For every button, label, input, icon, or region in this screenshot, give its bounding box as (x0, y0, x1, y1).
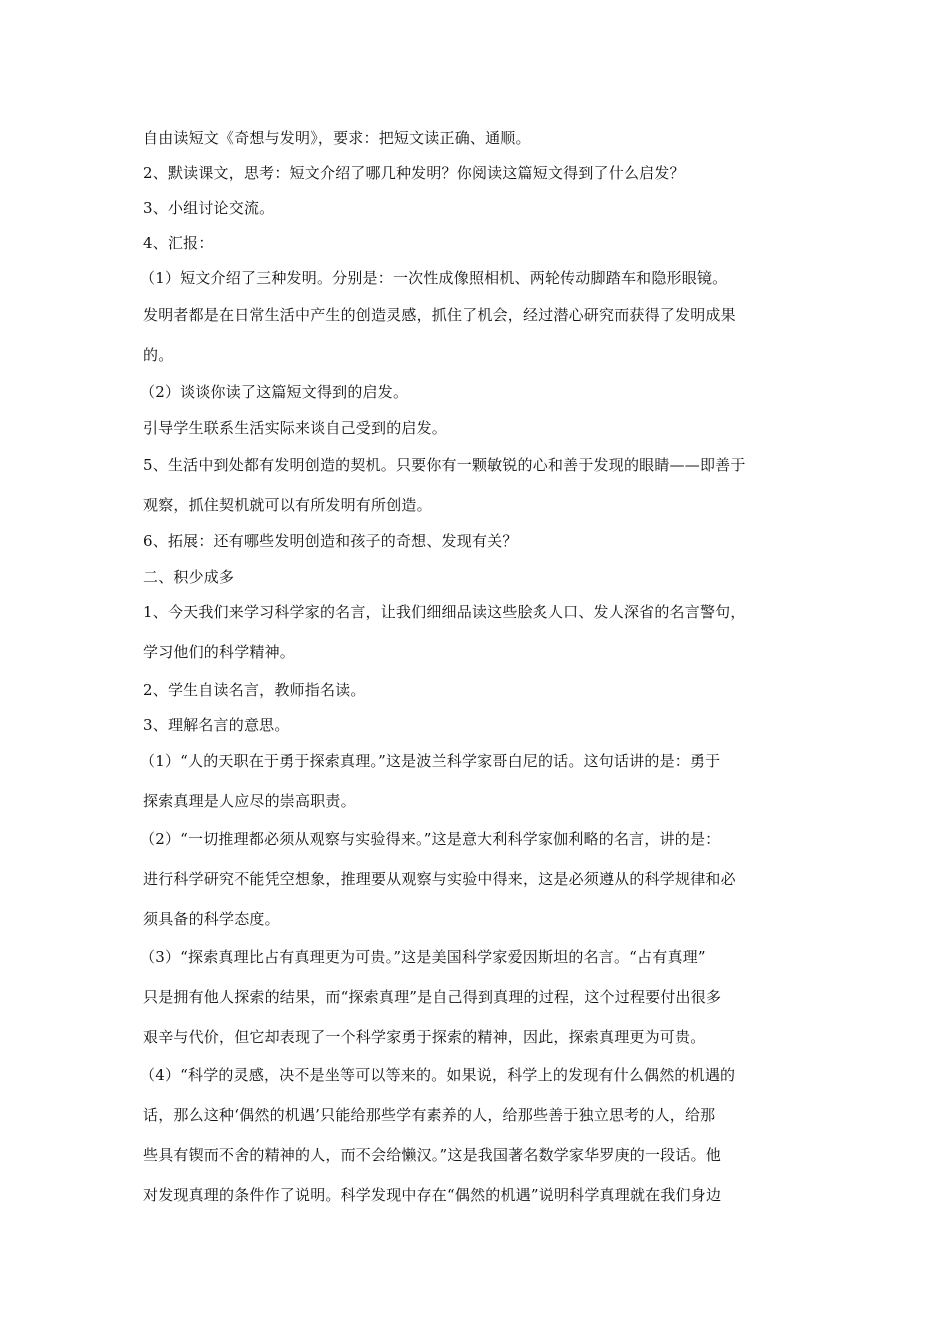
paragraph-line-4: 4、汇报： (143, 234, 214, 252)
paragraph-line-12: 6、拓展：还有哪些发明创造和孩子的奇想、发现有关？ (143, 532, 518, 550)
paragraph-line-18: （1）“人的天职在于勇于探索真理。”这是波兰科学家哥白尼的话。这句话讲的是：勇于 (140, 752, 721, 770)
paragraph-line-28: 些具有锲而不舍的精神的人，而不会给懒汉。”这是我国著名数学家华罗庚的一段话。他 (143, 1146, 721, 1164)
paragraph-line-15: 学习他们的科学精神。 (143, 643, 296, 661)
paragraph-line-27: 话，那么这种‘偶然的机遇’只能给那些学有素养的人，给那些善于独立思考的人，给那 (143, 1106, 716, 1124)
paragraph-line-14: 1、今天我们来学习科学家的名言，让我们细细品读这些脍炙人口、发人深省的名言警句， (143, 603, 746, 621)
paragraph-line-11: 观察，抓住契机就可以有所发明有所创造。 (143, 496, 432, 514)
paragraph-line-8: （2）谈谈你读了这篇短文得到的启发。 (140, 383, 409, 401)
paragraph-line-20: （2）“一切推理都必须从观察与实验得来。”这是意大利科学家伽利略的名言，讲的是： (140, 830, 721, 848)
section-heading: 二、积少成多 (143, 568, 235, 586)
paragraph-line-16: 2、学生自读名言，教师指名读。 (143, 681, 366, 699)
paragraph-line-7: 的。 (143, 346, 174, 364)
paragraph-line-21: 进行科学研究不能凭空想象，推理要从观察与实验中得来，这是必须遵从的科学规律和必 (143, 870, 736, 888)
paragraph-line-29: 对发现真理的条件作了说明。科学发现中存在“偶然的机遇”说明科学真理就在我们身边 (143, 1186, 722, 1204)
paragraph-line-19: 探索真理是人应尽的崇高职责。 (143, 792, 356, 810)
paragraph-line-24: 只是拥有他人探索的结果，而“探索真理”是自己得到真理的过程，这个过程要付出很多 (143, 988, 722, 1006)
paragraph-line-6: 发明者都是在日常生活中产生的创造灵感，抓住了机会，经过潜心研究而获得了发明成果 (143, 306, 736, 324)
paragraph-line-25: 艰辛与代价，但它却表现了一个科学家勇于探索的精神，因此，探索真理更为可贵。 (143, 1028, 706, 1046)
paragraph-line-3: 3、小组讨论交流。 (143, 199, 275, 217)
paragraph-line-17: 3、理解名言的意思。 (143, 716, 290, 734)
paragraph-line-1: 自由读短文《奇想与发明》，要求：把短文读正确、通顺。 (143, 129, 531, 147)
paragraph-line-23: （3）“探索真理比占有真理更为可贵。”这是美国科学家爱因斯坦的名言。“占有真理” (140, 948, 706, 966)
paragraph-line-9: 引导学生联系生活实际来谈自己受到的启发。 (143, 419, 448, 437)
paragraph-line-10: 5、生活中到处都有发明创造的契机。只要你有一颗敏锐的心和善于发现的眼睛——即善于 (143, 456, 746, 474)
paragraph-line-22: 须具备的科学态度。 (143, 910, 280, 928)
paragraph-line-5: （1）短文介绍了三种发明。分别是：一次性成像照相机、两轮传动脚踏车和隐形眼镜。 (140, 269, 728, 287)
paragraph-line-26: （4）“科学的灵感，决不是坐等可以等来的。如果说，科学上的发现有什么偶然的机遇的 (140, 1066, 736, 1084)
paragraph-line-2: 2、默读课文，思考：短文介绍了哪几种发明？你阅读这篇短文得到了什么启发？ (143, 164, 685, 182)
